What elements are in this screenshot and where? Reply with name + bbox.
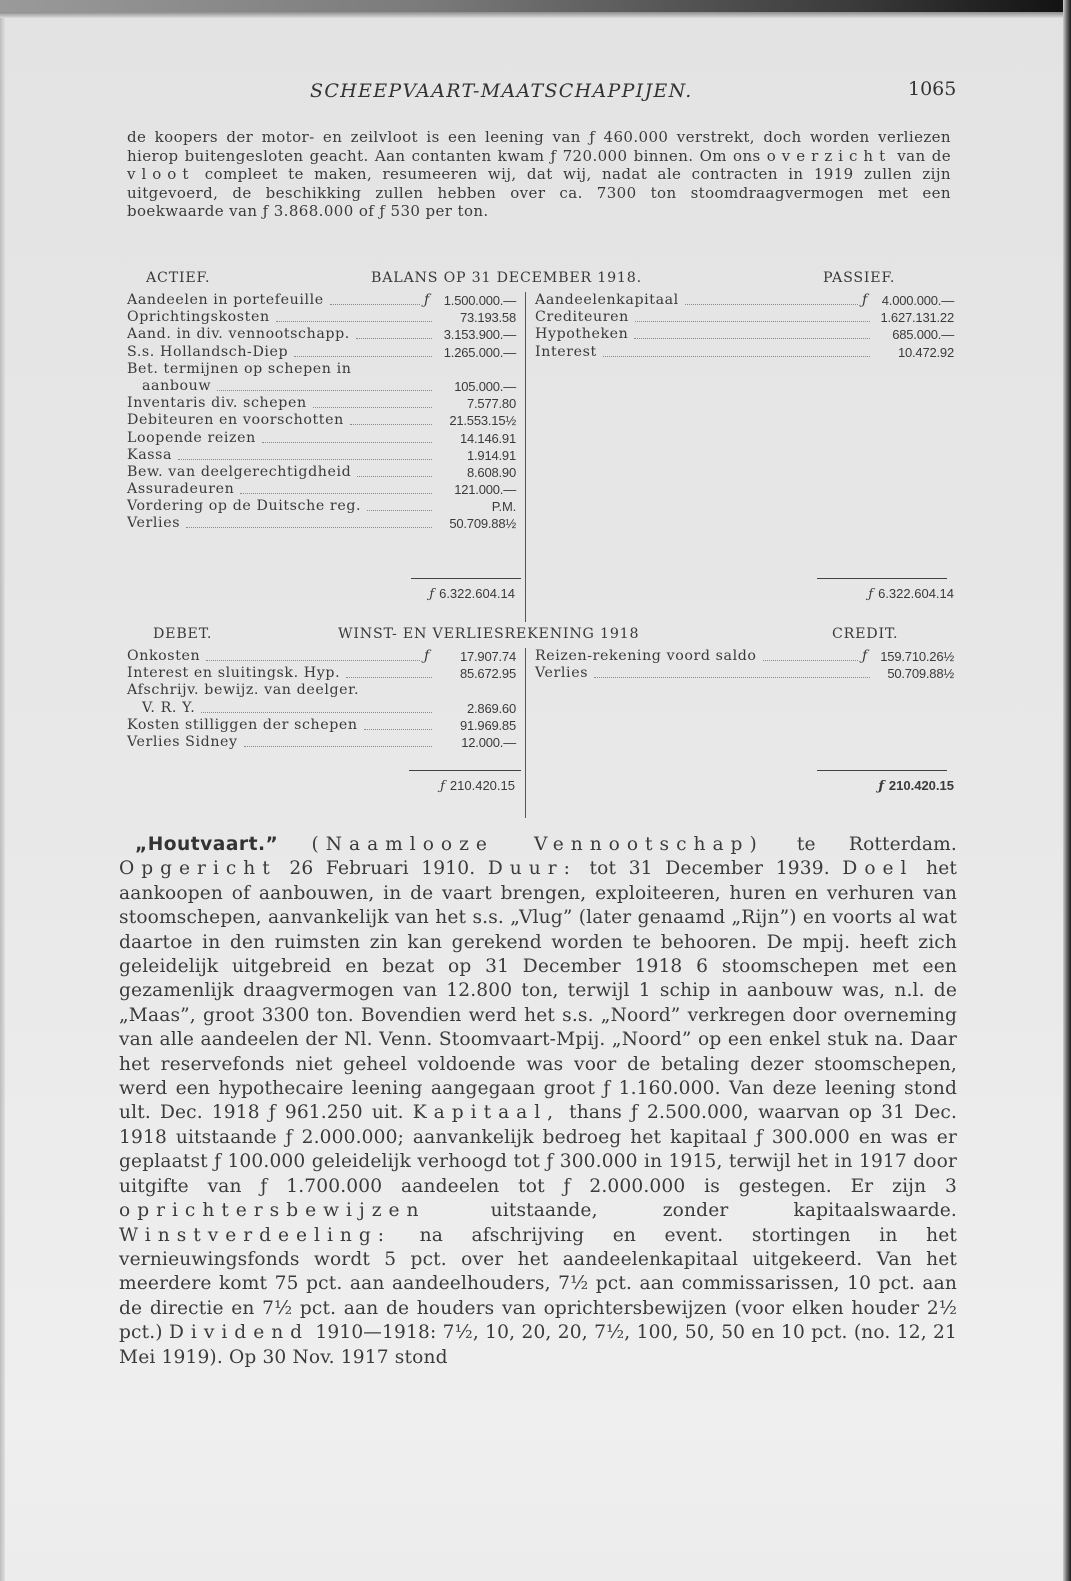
body-text: uitstaande, zonder kapitaalswaarde. xyxy=(425,1200,957,1222)
ledger-row-amount: 91.969.85 xyxy=(459,717,516,733)
ledger-row-amount: 2.869.60 xyxy=(466,700,516,716)
ledger-row-label: Aand. in div. vennootschapp. xyxy=(127,326,350,343)
total-assets xyxy=(429,586,515,602)
leader-dots xyxy=(350,412,432,425)
currency-sign: ƒ xyxy=(440,779,445,794)
intro-text: van de xyxy=(891,146,951,165)
ledger-row xyxy=(127,344,516,361)
balance-title: BALANS OP 31 DECEMBER 1918. xyxy=(371,270,642,286)
page-right-edge-shadow xyxy=(1063,0,1071,1581)
debet-header: DEBET. xyxy=(153,626,213,642)
ledger-row-amount: 8.608.90 xyxy=(466,464,516,480)
ledger-row-amount: 3.153.900.— xyxy=(443,327,516,343)
currency-sign: ƒ xyxy=(878,779,884,794)
profit-loss-account xyxy=(127,626,954,816)
ledger-row-amount: 73.193.58 xyxy=(459,310,516,326)
intro-text: binnen. Om ons xyxy=(627,146,767,165)
balance-sheet xyxy=(127,270,954,610)
ledger-row xyxy=(127,430,516,447)
total-liabilities xyxy=(868,586,954,602)
leader-dots xyxy=(178,447,432,460)
ledger-row-amount: 121.000.— xyxy=(454,482,516,498)
ledger-row-amount: 17.907.74 xyxy=(459,649,516,664)
ledger-row xyxy=(127,395,516,412)
currency-sign: ƒ xyxy=(429,587,435,602)
ledger-row xyxy=(127,734,516,751)
body-text: te Rotterdam. xyxy=(763,834,957,855)
ledger-row xyxy=(127,665,516,682)
ledger-row xyxy=(127,326,516,343)
spaced-term: vloot xyxy=(127,165,195,184)
intro-text: compleet te maken, resumeeren wij, dat wij, nadat ale contracten in 1919 zullen zijn uitgevoerd, de beschikking zullen hebben over ca. 7300 ton stoomdraagvermogen met een boekwaarde van xyxy=(127,165,951,221)
leader-dots xyxy=(357,464,432,477)
ledger-row-label: Verlies xyxy=(535,665,589,682)
ledger-row-label: Onkosten xyxy=(127,648,201,664)
spaced-term: Dividend xyxy=(169,1322,310,1344)
ledger-row-amount: 105.000.— xyxy=(454,378,516,394)
currency-sign: ƒ xyxy=(862,292,868,308)
total-credit xyxy=(878,778,954,794)
ledger-row-label: Reizen-rekening voord saldo xyxy=(535,648,757,664)
leader-dots xyxy=(634,326,870,339)
company-entry xyxy=(119,833,957,1370)
ledger-row-amount: 85.672.95 xyxy=(459,666,516,682)
ledger-row xyxy=(535,344,954,361)
sum-rule xyxy=(817,578,947,579)
ledger-row-amount: 12.000.— xyxy=(461,734,516,750)
ledger-row-amount: 1.914.91 xyxy=(466,447,516,463)
spaced-term: Doel xyxy=(842,858,914,880)
leader-dots xyxy=(685,292,858,305)
sum-rule xyxy=(409,770,521,771)
ledger-row-amount: 10.472.92 xyxy=(897,344,954,360)
leader-dots xyxy=(186,515,432,528)
intro-text: de koopers der motor- en zeilvloot is een leening van xyxy=(127,128,590,146)
actief-header: ACTIEF. xyxy=(146,270,211,286)
leader-dots xyxy=(276,309,432,322)
leader-dots xyxy=(346,665,432,678)
ledger-row-label: Vordering op de Duitsche reg. xyxy=(127,498,362,515)
ledger-row xyxy=(535,326,954,343)
liabilities-column xyxy=(535,292,954,361)
currency-sign: ƒ xyxy=(862,648,868,664)
ledger-row xyxy=(127,378,516,395)
leader-dots xyxy=(201,700,432,713)
ledger-row-label: Assuradeuren xyxy=(127,481,235,498)
ledger-row xyxy=(127,309,516,326)
ledger-row-label: aanbouw xyxy=(142,377,212,394)
total-debit-value: 210.420.15 xyxy=(449,778,515,793)
ledger-row-label: Interest en sluitingsk. Hyp. xyxy=(127,665,341,682)
leader-dots xyxy=(594,665,870,678)
ledger-row-label: Verlies Sidney xyxy=(127,733,238,750)
currency-sign: ƒ xyxy=(424,648,430,664)
ledger-row-amount: P.M. xyxy=(491,499,516,515)
intro-amount: ƒ 720.000 xyxy=(550,146,628,165)
body-text: tot 31 December 1939. xyxy=(576,858,843,880)
total-liabilities-value: 6.322.604.14 xyxy=(878,586,954,601)
leader-dots xyxy=(313,395,432,408)
ledger-row-label: Aandeelenkapitaal xyxy=(535,292,679,308)
ledger-row-label: Afschrijv. bewijz. van deelger. xyxy=(127,682,360,699)
ledger-row xyxy=(127,717,516,734)
spaced-term: Opgericht xyxy=(119,858,277,880)
leader-dots xyxy=(763,648,858,661)
leader-dots xyxy=(356,326,432,339)
leader-dots xyxy=(330,292,420,305)
sum-rule xyxy=(817,770,947,771)
leader-dots xyxy=(294,344,432,357)
pl-title: WINST- EN VERLIESREKENING 1918 xyxy=(338,626,640,642)
ledger-row xyxy=(535,309,954,326)
leader-dots xyxy=(206,648,420,661)
ledger-row-amount: 14.146.91 xyxy=(459,430,516,446)
body-text: het aankoopen of aanbouwen, in de vaart brengen, exploiteeren, huren en verhuren van stoomschepen, aanvankelijk van het s.s. „Vlug” (later genaamd „Rijn”) en voorts al wat daartoe in den ruimsten zin kan gerekend worden te behooren. De mpij. heeft zich geleidelijk uitgebreid en bezat op 31 December 1918 6 stoomschepen met een gezamenlijk draagvermogen van 12.800 ton, terwijl 1 schip in aanbouw was, n.l. de „Maas”, groot 3300 ton. Bovendien werd het s.s. „Noord” verkregen door overneming van alle aandeelen der Nl. Venn. Stoomvaart-Mpij. „Noord” op een enkel stuk na. Daar het reservefonds niet geheel voldoende was voor de betaling dezer stoomschepen, werd een hypothecaire leening aangegaan groot ƒ 1.160.000. Van deze leening stond ult. Dec. 1918 ƒ 961.250 uit. xyxy=(119,858,957,1124)
spaced-term: overzicht xyxy=(766,146,892,165)
leader-dots xyxy=(262,430,432,443)
currency-sign: ƒ xyxy=(868,587,874,602)
ledger-row-label: Kosten stilliggen der schepen xyxy=(127,716,358,733)
intro-text: of ƒ 530 per ton. xyxy=(353,202,489,221)
sum-rule xyxy=(411,578,521,579)
intro-amount: ƒ 460.000 xyxy=(589,128,669,146)
ledger-row xyxy=(127,498,516,515)
ledger-row-label: Crediteuren xyxy=(535,309,629,326)
ledger-row-amount: 1.627.131.22 xyxy=(880,310,954,326)
body-text: na afschrijving en event. stortingen in het vernieuwingsfonds wordt 5 pct. over het aandeelenkapitaal uitgekeerd. Van het meerdere komt 75 pct. aan aandeelhouders, 7½ pct. aan commissarissen, 10 pct. aan de directie en 7½ pct. aan de houders van oprichtersbewijzen (voor elken houder 2½ pct.) xyxy=(119,1224,957,1344)
ledger-row-label: Bew. van deelgerechtigdheid xyxy=(127,463,352,480)
running-title: SCHEEPVAART-MAATSCHAPPIJEN. xyxy=(310,80,693,102)
leader-dots xyxy=(603,344,870,357)
ledger-row-amount: 50.709.88½ xyxy=(887,666,954,682)
spaced-term: (Naamlooze Vennootschap) xyxy=(311,834,764,855)
spaced-term: Duur: xyxy=(487,858,577,880)
spaced-term: oprichtersbewijzen xyxy=(119,1200,426,1222)
ledger-row-amount: 1.265.000.— xyxy=(443,344,516,360)
ledger-row-label: Loopende reizen xyxy=(127,429,256,446)
ledger-row xyxy=(127,481,516,498)
ledger-row-amount: 1.500.000.— xyxy=(443,293,516,308)
leader-dots xyxy=(240,481,432,494)
ledger-row xyxy=(127,515,516,532)
ledger-row-label: Kassa xyxy=(127,446,173,463)
ledger-row-amount: 7.577.80 xyxy=(466,396,516,412)
intro-text: verstrekt, doch worden verliezen hierop buitengesloten geacht. Aan contanten kwam xyxy=(127,128,951,165)
debit-column xyxy=(127,648,516,751)
total-credit-value: 210.420.15 xyxy=(888,778,954,793)
ledger-row-label: Interest xyxy=(535,343,597,360)
ledger-row-amount: 159.710.26½ xyxy=(880,649,954,664)
body-text: 1910—1918: 7½, 10, 20, 20, 7½, 100, 50, 50 en 10 pct. (no. 12, 21 Mei 1919). Op 30 Nov. 1917 stond xyxy=(119,1322,957,1368)
credit-header: CREDIT. xyxy=(832,626,899,642)
ledger-row xyxy=(535,665,954,682)
ledger-row-amount: 50.709.88½ xyxy=(449,516,516,532)
ledger-row xyxy=(535,292,954,309)
body-text: 26 Februari 1910. xyxy=(276,858,488,880)
ledger-row-amount: 685.000.— xyxy=(892,327,954,343)
company-name: „Houtvaart.” xyxy=(135,834,279,855)
total-debit xyxy=(440,778,515,794)
ledger-row xyxy=(127,447,516,464)
ledger-row-amount: 4.000.000.— xyxy=(881,293,954,308)
page-number: 1065 xyxy=(908,78,957,100)
intro-paragraph xyxy=(127,128,951,221)
ledger-row-label: S.s. Hollandsch-Diep xyxy=(127,343,289,360)
ledger-row xyxy=(127,700,516,717)
ledger-row-label: Hypotheken xyxy=(535,326,629,343)
ledger-row xyxy=(127,648,516,665)
ledger-row-amount: 21.553.15½ xyxy=(449,413,516,429)
leader-dots xyxy=(635,309,870,322)
leader-dots xyxy=(364,717,432,730)
passief-header: PASSIEF. xyxy=(823,270,896,286)
intro-amount: ƒ 3.868.000 xyxy=(262,202,354,221)
ledger-row-label: Debiteuren en voorschotten xyxy=(127,412,344,429)
ledger-row xyxy=(127,464,516,481)
leader-dots xyxy=(367,498,432,511)
scan-top-shadow-gradient xyxy=(0,12,1071,18)
ledger-row-label: Inventaris div. schepen xyxy=(127,395,307,412)
ledger-row xyxy=(127,361,516,378)
column-divider xyxy=(525,292,526,622)
ledger-row-label: V. R. Y. xyxy=(142,699,196,716)
spaced-term: Kapitaal, xyxy=(412,1102,561,1124)
ledger-row xyxy=(127,412,516,429)
body-text: thans ƒ 2.500.000, waarvan op 31 Dec. 1918 uitstaande ƒ 2.000.000; aanvankelijk bedroeg het kapitaal ƒ 300.000 en was er geplaatst ƒ 100.000 geleidelijk verhoogd tot ƒ 300.000 in 1915, terwijl het in 1917 door uitgifte van ƒ 1.700.000 aandeelen tot ƒ 2.000.000 is gestegen. Er zijn 3 xyxy=(119,1102,958,1197)
leader-dots xyxy=(244,734,432,747)
assets-column xyxy=(127,292,516,533)
ledger-row-label: Verlies xyxy=(127,515,181,532)
credit-column xyxy=(535,648,954,682)
spaced-term: Winstverdeeling: xyxy=(119,1224,392,1246)
ledger-row-label: Oprichtingskosten xyxy=(127,309,270,326)
column-divider xyxy=(525,648,526,818)
ledger-row xyxy=(127,682,516,699)
total-assets-value: 6.322.604.14 xyxy=(439,586,515,601)
ledger-row-label: Aandeelen in portefeuille xyxy=(127,292,324,308)
ledger-row xyxy=(127,292,516,309)
currency-sign: ƒ xyxy=(424,292,430,308)
ledger-row-label: Bet. termijnen op schepen in xyxy=(127,360,352,377)
leader-dots xyxy=(217,378,432,391)
ledger-row xyxy=(535,648,954,665)
